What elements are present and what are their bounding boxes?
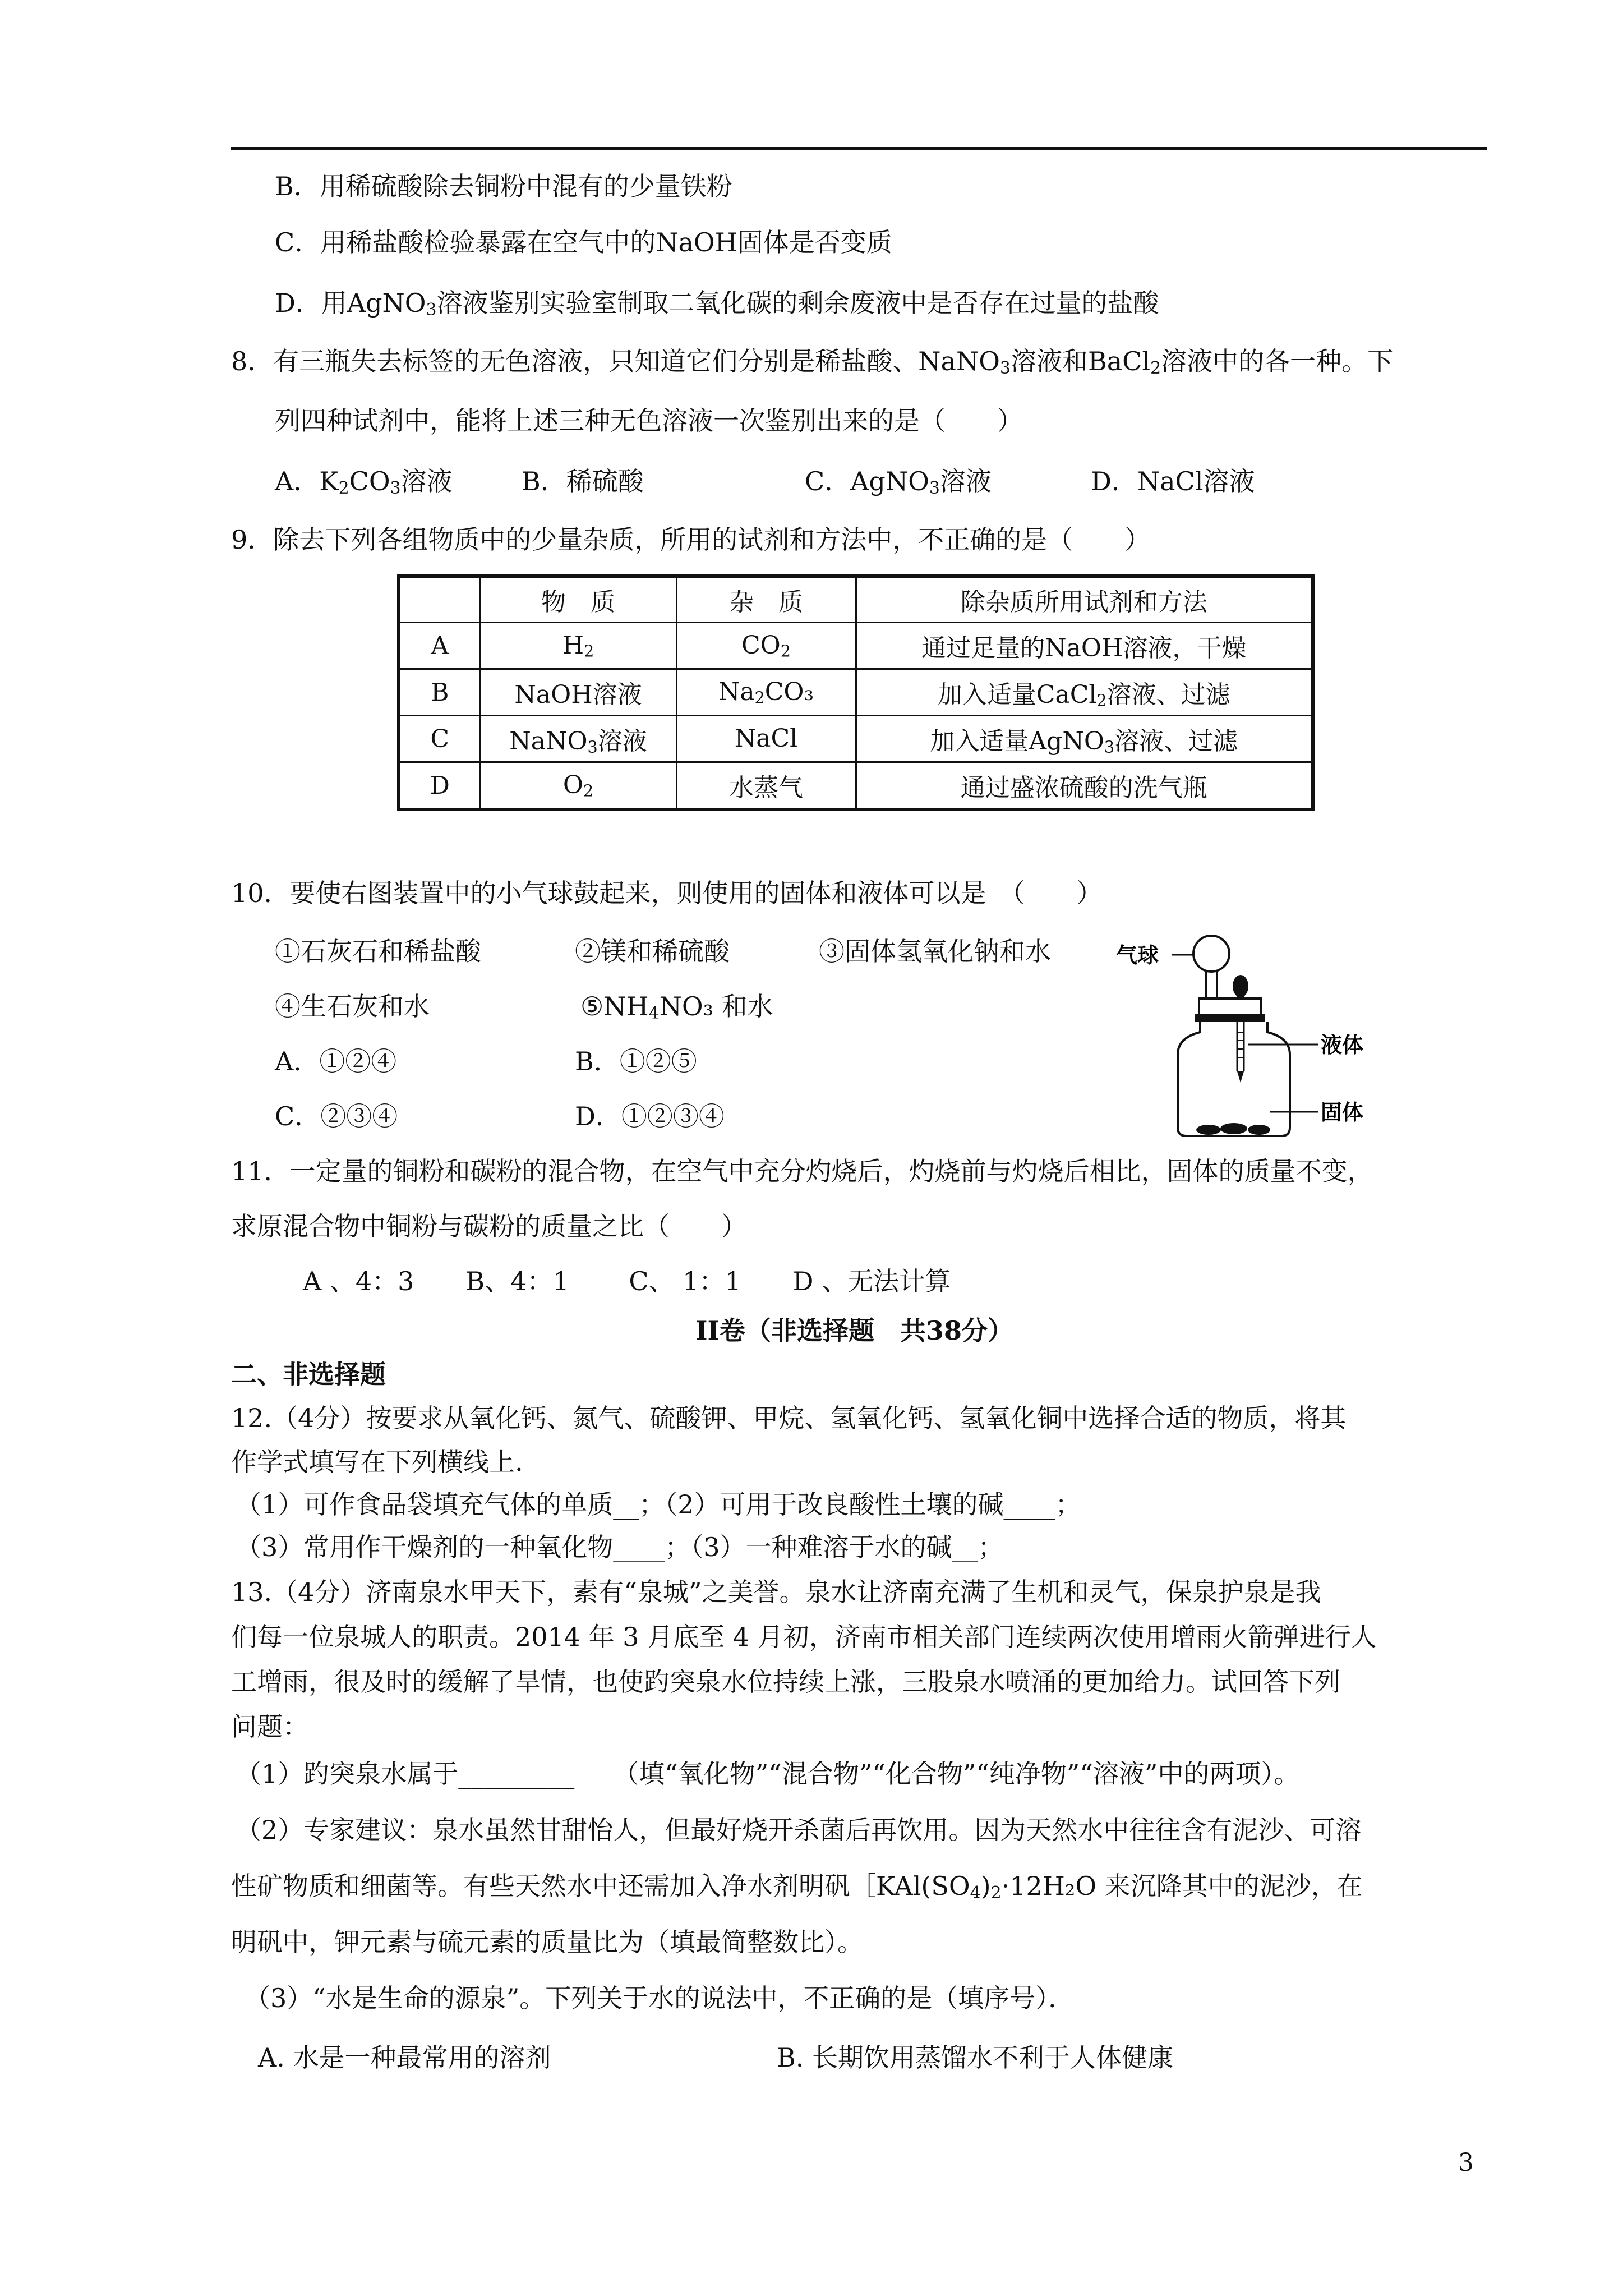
q7-option-d: D．用AgNO$_3$溶液鉴别实验室制取二氧化碳的剩余废液中是否存在过量的盐酸 xyxy=(275,288,1159,320)
q13-subquestion-3: （3）“水是生命的源泉”。下列关于水的说法中，不正确的是（填序号）． xyxy=(245,1983,1075,2013)
q10-choice-4: ④生石灰和水 xyxy=(275,991,430,1022)
q8-option-d: D．NaCl溶液 xyxy=(1091,466,1255,496)
q8-option-c: C．AgNO$_3$溶液 xyxy=(805,466,992,498)
q13-paragraph-line2: 们每一位泉城人的职责。2014 年 3 月底至 4 月初，济南市相关部门连续两次使用增雨火箭弹进行人 xyxy=(231,1622,1377,1652)
liquid-label: 液体 xyxy=(1321,1033,1364,1057)
q13-subquestion-2-line2: 性矿物质和细菌等。有些天然水中还需加入净水剂明矾$[KAl(SO_4)_2\cdot 12H_2O$ 来沉降其中的泥沙，在 xyxy=(231,1871,1363,1903)
q9-header-cell xyxy=(399,576,480,623)
q12-stem-line2: 作学式填写在下列横线上. xyxy=(231,1447,523,1477)
part-two-title: II卷（非选择题 共38分） xyxy=(695,1315,1014,1346)
bottle xyxy=(1178,1022,1290,1136)
q7-option-b: B．用稀硫酸除去铜粉中混有的少量铁粉 xyxy=(275,171,732,201)
q8-option-b: B．稀硫酸 xyxy=(522,466,644,496)
q8-stem-line2: 列四种试剂中，能将上述三种无色溶液一次鉴别出来的是（ ） xyxy=(275,406,1023,436)
q12-subquestions-2: （3）常用作干燥剂的一种氧化物____；（3）一种难溶于水的碱__； xyxy=(236,1532,1004,1562)
table-row: D $O_2$ 水蒸气 通过盛浓硫酸的洗气瓶 xyxy=(399,762,1313,810)
stopper xyxy=(1199,999,1261,1015)
q13-subquestion-2-line1: （2）专家建议：泉水虽然甘甜怡人，但最好烧开杀菌后再饮用。因为天然水中往往含有泥沙、可溶 xyxy=(236,1815,1362,1845)
q13-option-b: B. 长期饮用蒸馏水不利于人体健康 xyxy=(777,2042,1174,2073)
q13-paragraph-line4: 问题： xyxy=(231,1711,308,1742)
q9-stem: 9．除去下列各组物质中的少量杂质，所用的试剂和方法中，不正确的是（ ） xyxy=(231,524,1151,555)
q10-choice-2: ②镁和稀硫酸 xyxy=(575,936,730,967)
q12-subquestions-1: （1）可作食品袋填充气体的单质__；（2）可用于改良酸性土壤的碱____； xyxy=(236,1489,1081,1520)
q7-option-c: C．用稀盐酸检验暴露在空气中的NaOH固体是否变质 xyxy=(275,227,892,257)
q9-table-header xyxy=(399,576,1313,623)
q10-choice-5: $⑤NH_4NO_3$ 和水 xyxy=(580,991,773,1023)
balloon-label: 气球 xyxy=(1116,943,1159,968)
q13-subquestion-2-line3: 明矾中，钾元素与硫元素的质量比为（填最简整数比）。 xyxy=(231,1927,863,1957)
q8-option-a: A．$K_2CO_3$溶液 xyxy=(275,466,453,498)
q10-choice-3: ③固体氢氧化钠和水 xyxy=(819,936,1051,967)
q10-option-c: C．②③④ xyxy=(275,1101,398,1131)
q13-subquestion-1: （1）趵突泉水属于_________ （填“氧化物”“混合物”“化合物”“纯净物”“溶液”中的两项）。 xyxy=(236,1759,1300,1789)
solid-label: 固体 xyxy=(1321,1100,1364,1125)
q13-paragraph-line3: 工增雨，很及时的缓解了旱情，也使趵突泉水位持续上涨，三股泉水喷涌的更加给力。试回答下列 xyxy=(231,1667,1340,1697)
section-title: 二、非选择题 xyxy=(231,1359,386,1389)
table-row: C NaNO$_3$溶液 NaCl 加入适量AgNO$_3$溶液、过滤 xyxy=(399,716,1313,762)
balloon-icon xyxy=(1193,936,1229,972)
q10-choice-1: ①石灰石和稀盐酸 xyxy=(275,936,481,967)
q10-option-d: D．①②③④ xyxy=(575,1101,725,1131)
q12-stem-line1: 12.（4分）按要求从氧化钙、氮气、硫酸钾、甲烷、氢氧化钙、氢氧化铜中选择合适的物质，将其 xyxy=(231,1403,1347,1433)
table-row: B NaOH溶液 $Na_2CO_3$ 加入适量CaCl$_2$溶液、过滤 xyxy=(399,669,1313,716)
q11-options: A 、4：3 B、4：1 C、 1：1 D 、无法计算 xyxy=(303,1266,951,1296)
q10-option-b: B．①②⑤ xyxy=(575,1046,697,1076)
q9-header-cell: 除杂质所用试剂和方法 xyxy=(856,576,1313,623)
q9-table xyxy=(397,574,1315,811)
table-row: A $H_2$ $CO_2$ 通过足量的NaOH溶液，干燥 xyxy=(399,623,1313,669)
q8-stem-line1: 8．有三瓶失去标签的无色溶液，只知道它们分别是稀盐酸、NaNO$_3$溶液和BaCl$_2$溶液中的各一种。下 xyxy=(231,346,1394,378)
q10-stem: 10．要使右图装置中的小气球鼓起来，则使用的固体和液体可以是 （ ） xyxy=(231,878,1103,908)
dropper-bulb xyxy=(1233,975,1248,997)
header-rule xyxy=(231,147,1487,150)
page-number: 3 xyxy=(1458,2148,1474,2177)
q11-stem-line2: 求原混合物中铜粉与碳粉的质量之比（ ） xyxy=(231,1211,747,1241)
q11-stem-line1: 11．一定量的铜粉和碳粉的混合物，在空气中充分灼烧后，灼烧前与灼烧后相比，固体的质量不变， xyxy=(231,1156,1373,1186)
q9-header-cell: 杂 质 xyxy=(676,576,856,623)
q13-paragraph-line1: 13.（4分）济南泉水甲天下，素有“泉城”之美誉。泉水让济南充满了生机和灵气，保泉护泉是我 xyxy=(231,1577,1321,1607)
q10-option-a: A．①②④ xyxy=(275,1046,397,1076)
q13-option-a: A. 水是一种最常用的溶剂 xyxy=(258,2042,551,2073)
q9-header-cell: 物 质 xyxy=(480,576,676,623)
balloon-apparatus-figure xyxy=(1116,920,1486,1144)
